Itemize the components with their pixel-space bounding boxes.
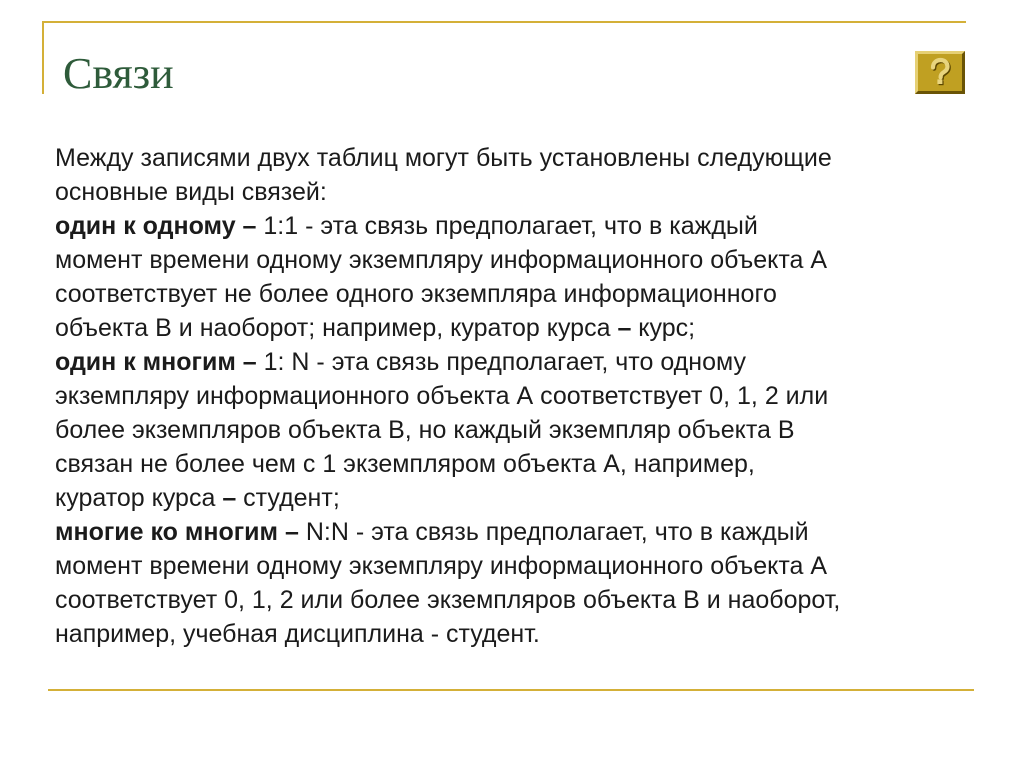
one-to-one-line: момент времени одному экземпляру информационного объекта А (55, 246, 828, 274)
left-border-line (42, 21, 44, 94)
many-to-many-line: например, учебная дисциплина - студент. (55, 620, 540, 648)
one-to-many-line: связан не более чем с 1 экземпляром объекта А, например, (55, 450, 755, 478)
intro-line: основные виды связей: (55, 178, 327, 206)
many-to-many-line: соответствует 0, 1, 2 или более экземпляров объекта В и наоборот, (55, 586, 841, 614)
help-button[interactable] (915, 51, 965, 94)
one-to-one-line: объекта В и наоборот; например, куратор курса – курс; (55, 314, 696, 342)
one-to-many-line: экземпляру информационного объекта А соответствует 0, 1, 2 или (55, 382, 829, 410)
slide-title: Связи (63, 49, 174, 98)
one-to-many-line: один к многим – 1: N - эта связь предполагает, что одному (55, 348, 746, 376)
one-to-one-term: один к одному – (55, 212, 257, 240)
intro-line: Между записями двух таблиц могут быть установлены следующие (55, 144, 832, 172)
many-to-many-line: многие ко многим – N:N - эта связь предполагает, что в каждый (55, 518, 809, 546)
many-to-many-term: многие ко многим – (55, 518, 299, 546)
one-to-one-line: соответствует не более одного экземпляра информационного (55, 280, 777, 308)
one-to-many-term: один к многим – (55, 348, 257, 376)
question-mark-icon (918, 54, 962, 91)
top-border-line (42, 21, 966, 23)
slide-body (55, 141, 965, 651)
one-to-many-line: куратор курса – студент; (55, 484, 340, 512)
bottom-border-line (48, 689, 974, 691)
many-to-many-line: момент времени одному экземпляру информационного объекта А (55, 552, 828, 580)
one-to-many-line: более экземпляров объекта В, но каждый экземпляр объекта В (55, 416, 795, 444)
one-to-one-line: один к одному – 1:1 - эта связь предполагает, что в каждый (55, 212, 758, 240)
